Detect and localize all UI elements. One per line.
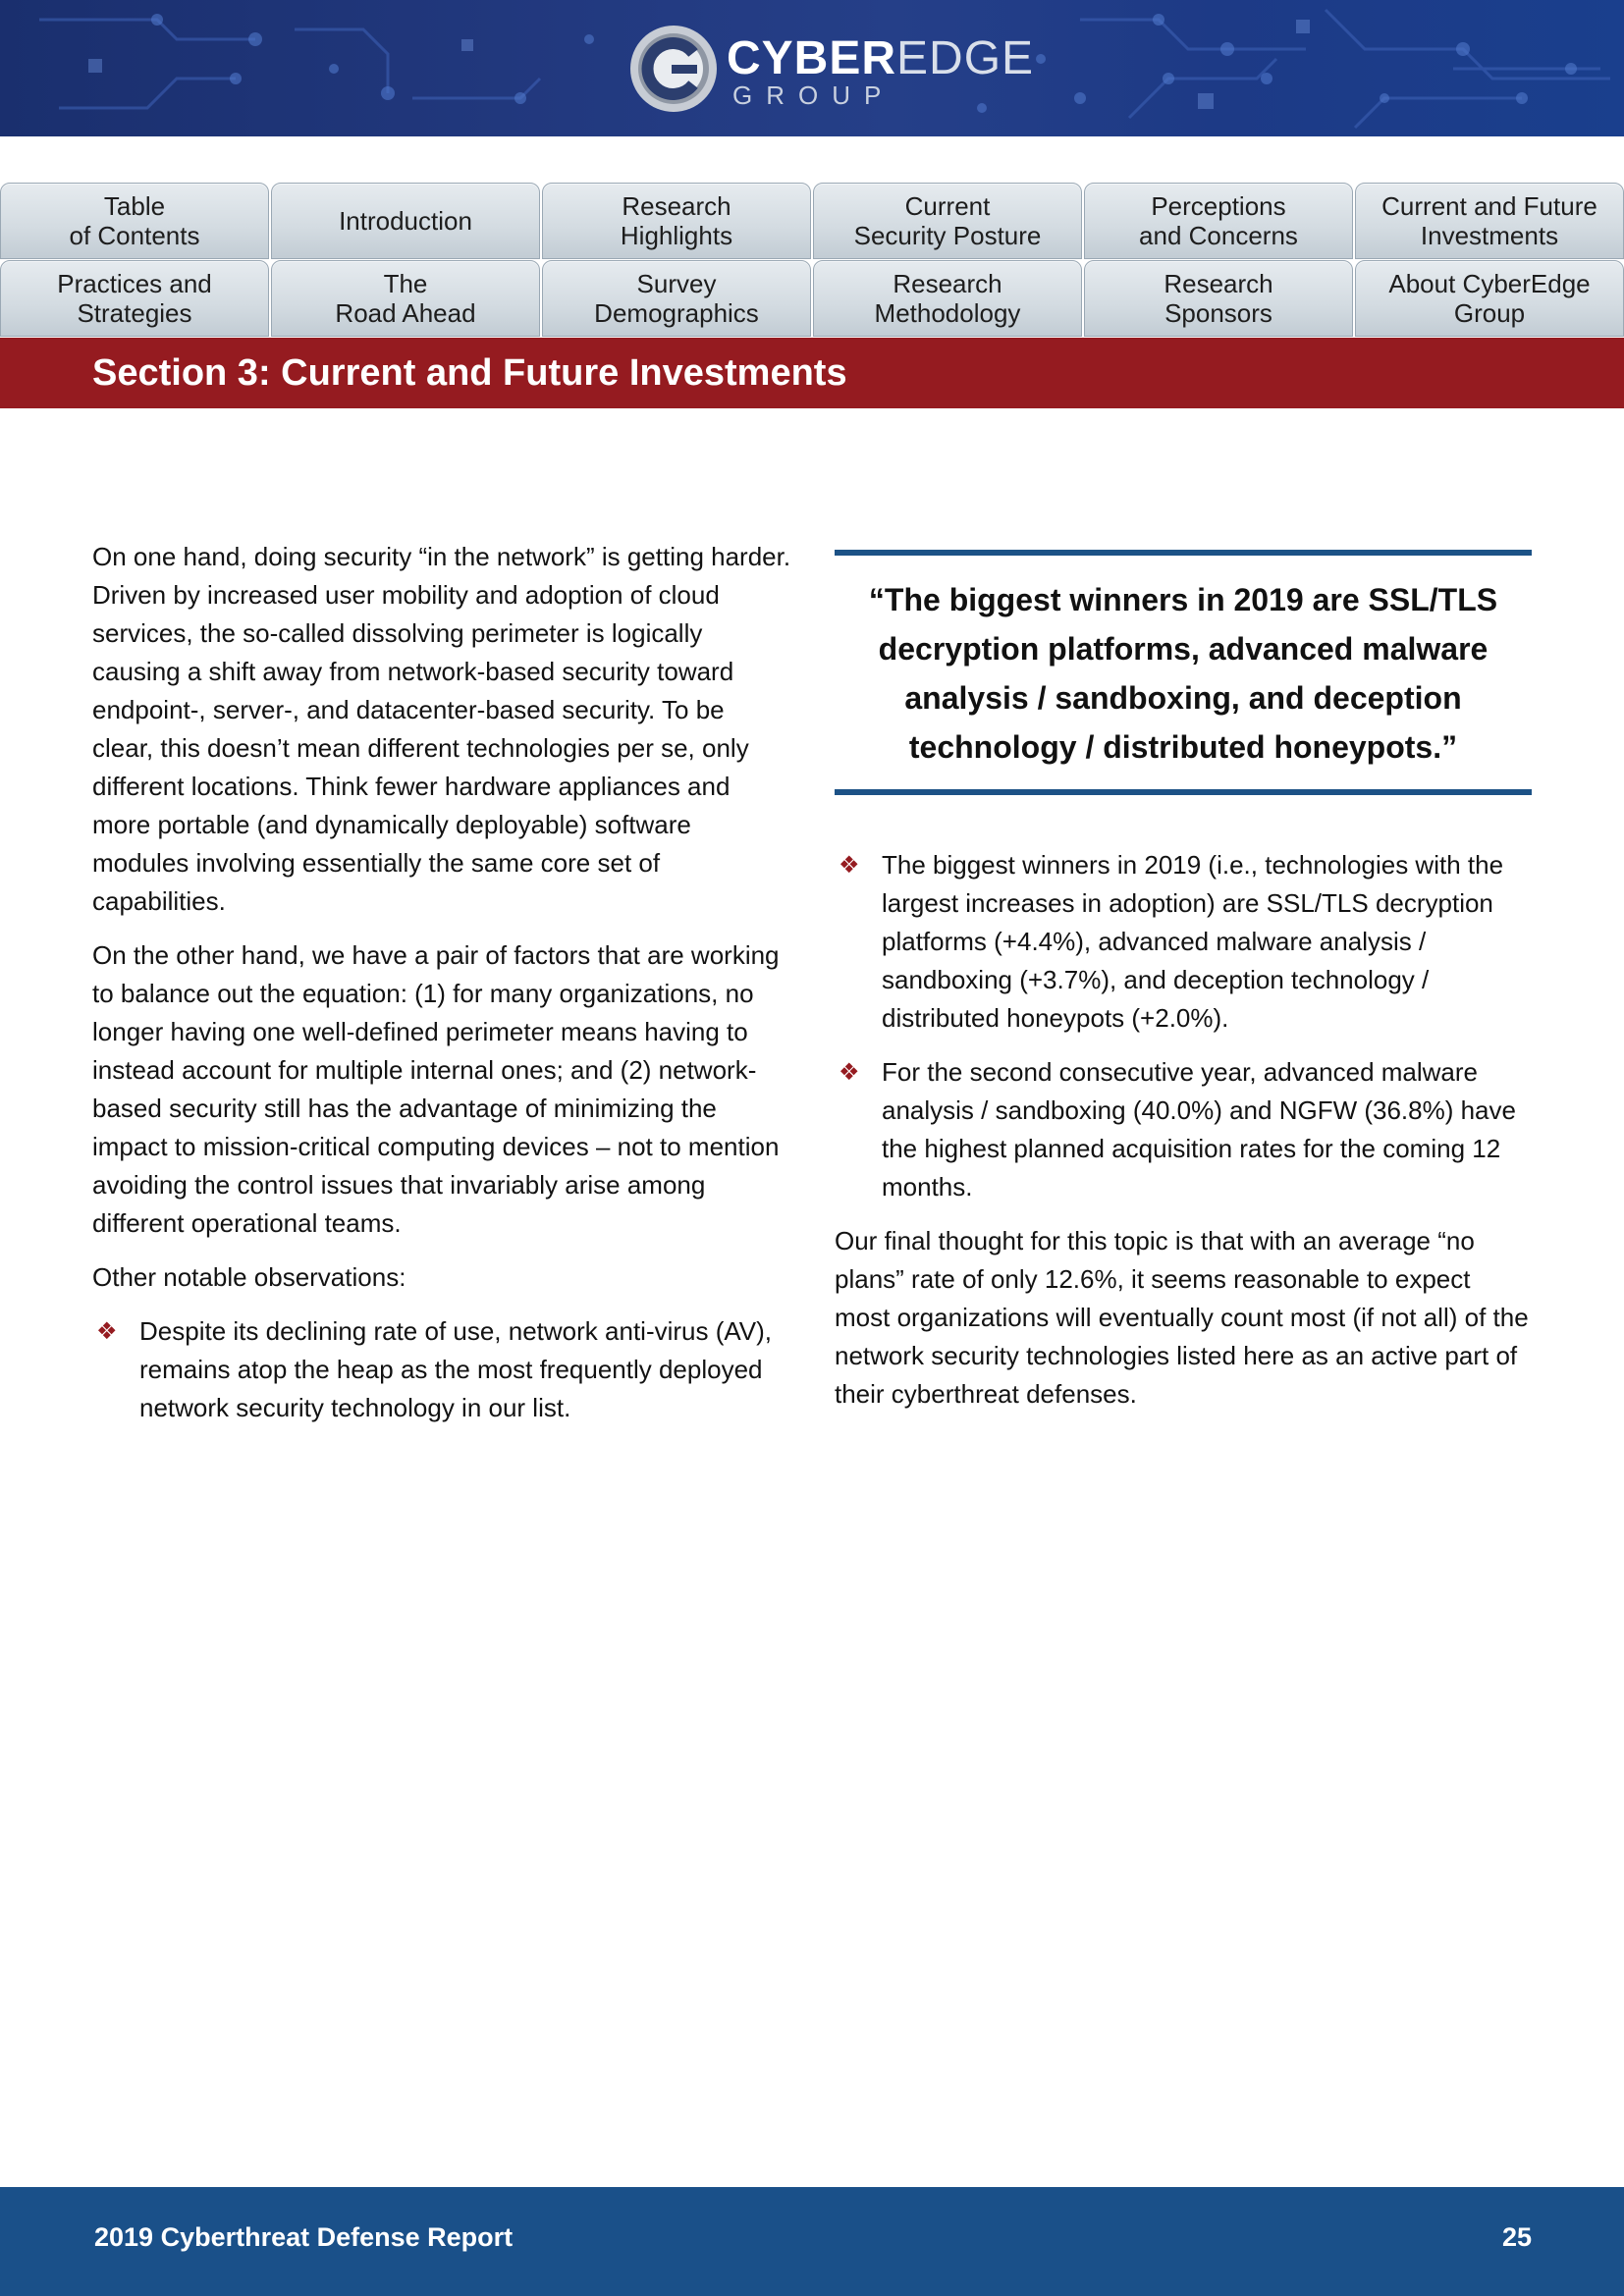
tab-research-sponsors[interactable]: Research Sponsors — [1084, 260, 1353, 337]
bullet-item-planned-acquisition — [835, 1053, 1532, 1206]
cyberedge-logo[interactable] — [628, 20, 1035, 118]
logo-subtitle: GROUP — [732, 80, 895, 110]
tab-table-of-contents[interactable]: Table of Contents — [0, 183, 269, 259]
bullet-text: Despite its declining rate of use, network anti-virus (AV), remains atop the heap as the most frequently deployed network security technology in our list. — [139, 1316, 773, 1422]
bullet-text: The biggest winners in 2019 (i.e., technologies with the largest increases in adoption) are SSL/TLS decryption platforms (+4.4%), advanced malware analysis / sandboxing (+3.7%), and deception technology / distributed honeypots (+2.0%). — [882, 850, 1504, 1033]
tab-practices-and-strategies[interactable]: Practices and Strategies — [0, 260, 269, 337]
tab-current-security-posture[interactable]: Current Security Posture — [813, 183, 1082, 259]
footer-report-title: 2019 Cyberthreat Defense Report — [94, 2222, 514, 2252]
bullet-item-biggest-winners — [835, 846, 1532, 1038]
paragraph-other-observations: Other notable observations: — [92, 1262, 406, 1292]
section-heading-bar — [0, 338, 1624, 408]
page-footer — [0, 2187, 1624, 2296]
footer-page-number: 25 — [1501, 2222, 1532, 2252]
tab-research-highlights[interactable]: Research Highlights — [542, 183, 811, 259]
tab-about-cyberedge-group[interactable]: About CyberEdge Group — [1355, 260, 1624, 337]
paragraph-network-security-harder: On one hand, doing security “in the network” is getting harder. Driven by increased user mobility and adoption of cloud services, the so-called dissolving perimeter is logically causing a shift away from network-based security toward endpoint-, server-, and datacenter-based security. To be clear, this doesn’t mean different technologies per se, only different locations. Think fewer hardware appliances and more portable (and dynamically deployable) software modules involving essentially the same core set of capabilities. — [92, 542, 791, 916]
bullet-diamond-icon: ❖ — [839, 1059, 860, 1086]
left-column — [92, 538, 791, 1443]
tab-perceptions-and-concerns[interactable]: Perceptions and Concerns — [1084, 183, 1353, 259]
tab-current-and-future-investments[interactable]: Current and Future Investments — [1355, 183, 1624, 259]
tab-survey-demographics[interactable]: Survey Demographics — [542, 260, 811, 337]
tab-introduction[interactable]: Introduction — [271, 183, 540, 259]
bullet-diamond-icon: ❖ — [839, 852, 860, 879]
logo-wordmark-light: EDGE — [896, 32, 1035, 84]
tab-research-methodology[interactable]: Research Methodology — [813, 260, 1082, 337]
header-banner — [0, 0, 1624, 136]
pull-quote: “The biggest winners in 2019 are SSL/TLS decryption platforms, advanced malware analysis / sandboxing, and deception technology / distributed honeypots.” — [835, 550, 1532, 795]
bullet-text: For the second consecutive year, advanced malware analysis / sandboxing (40.0%) and NGFW (36.8%) have the highest planned acquisition rates for the coming 12 months. — [882, 1057, 1516, 1201]
logo-wordmark-bold: CYBER — [727, 32, 897, 84]
bullet-item-network-av — [92, 1312, 791, 1427]
section-title: Section 3: Current and Future Investments — [92, 352, 847, 394]
report-navigation — [0, 183, 1624, 338]
logo-wordmark — [727, 32, 1035, 84]
paragraph-balancing-factors: On the other hand, we have a pair of factors that are working to balance out the equation: (1) for many organizations, no longer having one well-defined perimeter means having to instead account for multiple internal ones; and (2) network-based security still has the advantage of minimizing the impact to mission-critical computing devices – not to mention avoiding the control issues that invariably arise among different operational teams. — [92, 940, 780, 1238]
right-column — [835, 550, 1532, 1429]
bullet-diamond-icon: ❖ — [96, 1318, 118, 1345]
cyberedge-logo-icon — [628, 24, 719, 114]
tab-the-road-ahead[interactable]: The Road Ahead — [271, 260, 540, 337]
paragraph-final-thought: Our final thought for this topic is that with an average “no plans” rate of only 12.6%, it seems reasonable to expect most organizations will eventually count most (if not all) of the network security technologies listed here as an active part of their cyberthreat defenses. — [835, 1226, 1529, 1409]
